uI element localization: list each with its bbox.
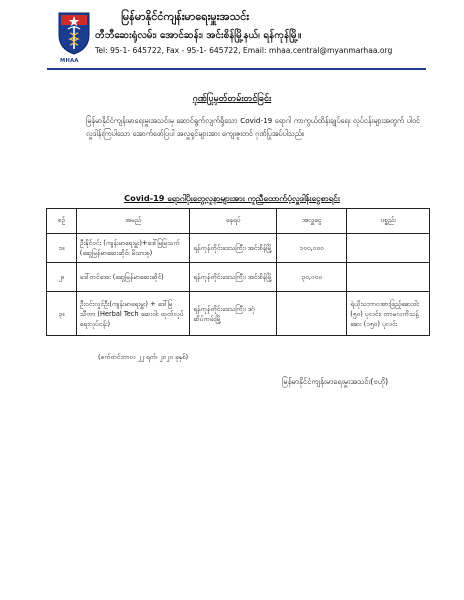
row-no: ၁။ — [47, 234, 77, 263]
row-no: ၂။ — [47, 263, 77, 292]
row-name: ဒေါ်တင်အေး (ဆွေမြန်မာဆေးဆိုင်) — [76, 263, 189, 292]
header-address: နေရပ် — [190, 209, 277, 234]
table-row — [47, 292, 430, 336]
row-name: ဦးဝင်းလှုင်ဦး(ကျန်းမာရေးမှူး) + ဒေါ်မြသီတာ (Herbal Tech ဆေးဝါး ထုတ်လုပ်ရေးလုပ်ငန်း) — [76, 292, 189, 336]
document-title: ဂုဏ်ပြုမှတ်တမ်းတင်ခြင်း — [192, 94, 272, 104]
header-items: ပစ္စည်း — [347, 209, 430, 234]
row-address: ရန်ကုန်တိုင်းဒေသကြီး၊ ဒဂုံဆိပ်ကမ်းမြို့ — [190, 292, 277, 336]
header-divider — [47, 68, 426, 70]
row-amount: ၁၀၀,၀၀၀ — [277, 234, 347, 263]
row-amount: ၃၀,၀၀၀ — [277, 263, 347, 292]
table-title: Covid-19 ရောဂါပိုးတွေ့လူနာများအား ကူညီထောက်ပံ့လှူဒါန်းငွေစာရင်း — [124, 193, 340, 203]
header-name: အမည် — [76, 209, 189, 234]
row-address: ရန်ကုန်တိုင်းဒေသကြီး၊ အင်းစိန်မြို့ — [190, 263, 277, 292]
contact-info: Tel: 95-1- 645722, Fax - 95-1- 645722, Email: mhaa.central@myanmarhaa.org — [95, 46, 393, 55]
header-no: စဉ် — [47, 209, 77, 234]
table-row — [47, 263, 430, 292]
donation-table — [46, 208, 430, 336]
row-items — [347, 234, 430, 263]
org-address: တီဘီဆေးရုံလမ်း၊ အောင်ဆန်း၊ အင်းစိန်မြို့နယ်၊ ရန်ကုန်မြို့။ — [95, 30, 302, 41]
org-abbreviation: MHAA — [60, 58, 79, 64]
org-name: မြန်မာနိုင်ငံကျန်းမာရေးမှူးအသင်း — [121, 10, 250, 23]
row-amount — [277, 292, 347, 336]
table-row — [47, 234, 430, 263]
row-items: ရဲယိုသဘာဝအားဖြည့်ဆေးဝါး (၅၀) ပုလင်း၊ တာမလကိသန့်ဆေး (၁၅၀) ပုလင်း — [347, 292, 430, 336]
table-header-row — [47, 209, 430, 234]
header-amount: အလှူငွေ — [277, 209, 347, 234]
body-paragraph: မြန်မာနိုင်ငံကျန်းမာရေးမှူးအသင်းမှ ဆောင်ရွက်လျက်ရှိသော Covid-19 ရောဂါ ကာကွယ်ထိန်းချုပ်ရေး လုပ်ငန်းများအတွက် ပါဝင်လှူဒါန်းကြပါသော အောက်ဖော်ပြပါ အလှူရှင်များအား ကျေးဇူးတင် ဂုဏ်ပြုအပ်ပါသည်။ — [86, 116, 420, 138]
row-items — [347, 263, 430, 292]
date-note: (စက်တင်ဘာလ ၂၂ ရက်၊ ၂၀၂၀ ခုနှစ်) — [98, 353, 189, 361]
caduceus-emblem-icon — [57, 11, 91, 55]
row-no: ၃။ — [47, 292, 77, 336]
row-name: ဦးနိုင်ဝင်း (ကျန်းမာရေးမှူး)+ဒေါ်မြမြသက် (ဆွေမြန်မာဆေးဆိုင်၊ မိသားစု) — [76, 234, 189, 263]
signature-org: မြန်မာနိုင်ငံကျန်းမာရေးမှူးအသင်း(ဗဟို) — [282, 377, 389, 386]
row-address: ရန်ကုန်တိုင်းဒေသကြီး၊ အင်းစိန်မြို့ — [190, 234, 277, 263]
